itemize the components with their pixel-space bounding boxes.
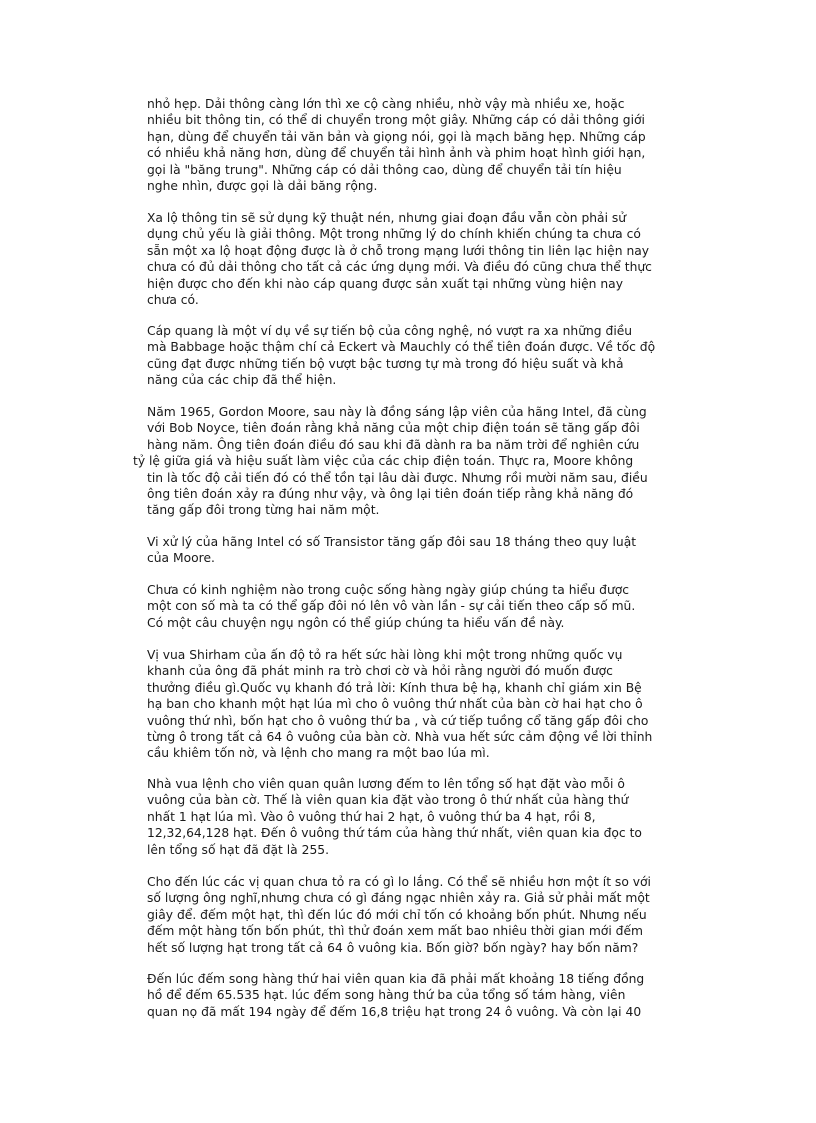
text-line: gọi là "băng trung". Những cáp có dải thông cao, dùng để chuyển tải tín hiệu <box>147 162 622 177</box>
text-line: quan nọ đã mất 194 ngày để đếm 16,8 triệu hạt trong 24 ô vuông. Và còn lại 40 <box>147 1004 642 1019</box>
text-line: thưởng điều gì.Quốc vụ khanh đó trả lời: Kính thưa bệ hạ, khanh chỉ giám xin Bệ <box>147 680 642 695</box>
text-line: chưa có. <box>147 293 199 308</box>
text-line: lên tổng số hạt đã đặt là 255. <box>147 842 329 857</box>
text-line: sẵn một xa lộ hoạt động được là ở chỗ trong mạng lưới thông tin liên lạc hiện nay <box>147 243 650 258</box>
text-line: hồ để đếm 65.535 hạt. lúc đếm song hàng thứ ba của tổng số tám hàng, viên <box>147 988 626 1003</box>
text-line: tỷ lệ giữa giá và hiệu suất làm việc của các chip điện toán. Thực ra, Moore không <box>133 454 634 469</box>
text-line: năng của các chip đã thể hiện. <box>147 373 337 388</box>
text-line: khanh của ông đã phát minh ra trò chơi cờ và hỏi rằng người đó muốn được <box>147 664 613 679</box>
text-line: nhỏ hẹp. Dải thông càng lớn thì xe cộ càng nhiều, nhờ vậy mà nhiều xe, hoặc <box>147 97 625 111</box>
text-line: mà Babbage hoặc thậm chí cả Eckert và Mauchly có thể tiên đoán được. Về tốc độ <box>147 340 656 355</box>
text-line: nhất 1 hạt lúa mì. Vào ô vuông thứ hai 2 hạt, ô vuông thứ ba 4 hạt, rồi 8, <box>147 809 596 824</box>
paragraph-shirham <box>147 647 687 762</box>
paragraph-experience <box>147 582 687 631</box>
text-line: vuông thứ nhì, bốn hạt cho ô vuông thứ ba , và cứ tiếp tuồng cổ tăng gấp đôi cho <box>147 713 649 728</box>
text-line: cũng đạt được những tiến bộ vượt bậc tương tự mà trong đó hiệu suất và khả <box>147 356 624 371</box>
text-line: nghe nhìn, được gọi là dải băng rộng. <box>147 179 378 194</box>
text-line: hết số lượng hạt trong tất cả 64 ô vuông kia. Bốn giờ? bốn ngày? hay bốn năm? <box>147 940 639 955</box>
paragraph-fiber <box>147 323 687 389</box>
text-line: Nhà vua lệnh cho viên quan quân lương đếm to lên tổng số hạt đặt vào mỗi ô <box>147 777 625 791</box>
text-line: tin là tốc độ cải tiến đó có thể tồn tại lâu dài được. Nhưng rồi mười năm sau, điều <box>147 470 648 485</box>
paragraph-counting <box>147 874 687 956</box>
text-line: ông tiên đoán xảy ra đúng như vậy, và ông lại tiên đoán tiếp rằng khả năng đó <box>147 487 634 502</box>
paragraph-second-row <box>147 971 687 1020</box>
text-line: Chưa có kinh nghiệm nào trong cuộc sống hàng ngày giúp chúng ta hiểu được <box>147 583 630 597</box>
paragraph-king-order <box>147 776 687 858</box>
text-line: Xa lộ thông tin sẽ sử dụng kỹ thuật nén, nhưng giai đoạn đầu vẫn còn phải sử <box>147 211 627 225</box>
text-line: nhiều bit thông tin, có thể di chuyển trong một giây. Những cáp có dải thông giới <box>147 113 645 128</box>
paragraph-bandwidth <box>147 96 687 194</box>
text-line: từng ô trong tất cả 64 ô vuông của bàn cờ. Nhà vua hết sức cảm động về lời thỉnh <box>147 730 653 745</box>
text-line: có nhiều khả năng hơn, dùng để chuyển tải hình ảnh và phim hoạt hình giới hạn, <box>147 146 646 161</box>
text-line: vuông của bàn cờ. Thế là viên quan kia đặt vào trong ô thứ nhất của hàng thứ <box>147 793 629 808</box>
text-line: hạ ban cho khanh một hạt lúa mì cho ô vuông thứ nhất của bàn cờ hai hạt cho ô <box>147 697 643 712</box>
text-line: Cho đến lúc các vị quan chưa tỏ ra có gì lo lắng. Có thể sẽ nhiều hơn một ít so với <box>147 875 651 889</box>
text-line: đếm một hàng tốn bốn phút, thì thử đoán xem mất bao nhiêu thời gian mới đếm <box>147 924 644 939</box>
text-line: hàng năm. Ông tiên đoán điều đó sau khi đã dành ra ba năm trời để nghiên cứu <box>147 437 640 452</box>
text-line: hiện được cho đến khi nào cáp quang được sản xuất tại những vùng hiện nay <box>147 276 623 291</box>
paragraph-moore <box>133 404 687 519</box>
text-line: Vi xử lý của hãng Intel có số Transistor tăng gấp đôi sau 18 tháng theo quy luật <box>147 535 637 549</box>
text-line: tăng gấp đôi trong từng hai năm một. <box>147 503 380 518</box>
text-line: giây để. đếm một hạt, thì đến lúc đó mới chỉ tốn có khoảng bốn phút. Nhưng nếu <box>147 907 647 922</box>
text-line: hạn, dùng để chuyển tải văn bản và giọng nói, gọi là mạch băng hẹp. Những cáp <box>147 129 646 144</box>
text-line: một con số mà ta có thể gấp đôi nó lên vô vàn lần - sự cải tiến theo cấp số mũ. <box>147 599 636 614</box>
text-line: Cáp quang là một ví dụ về sự tiến bộ của công nghệ, nó vượt ra xa những điều <box>147 324 633 338</box>
text-line: với Bob Noyce, tiên đoán rằng khả năng của một chip điện toán sẽ tăng gấp đôi <box>147 421 640 436</box>
text-line: Năm 1965, Gordon Moore, sau này là đồng sáng lập viên của hãng Intel, đã cùng <box>147 405 647 419</box>
text-line: cầu khiêm tốn nờ, và lệnh cho mang ra một bao lúa mì. <box>147 746 490 761</box>
text-line: 12,32,64,128 hạt. Đến ô vuông thứ tám của hàng thứ nhất, viên quan kia đọc to <box>147 826 642 841</box>
paragraph-intel <box>147 534 687 567</box>
text-line: của Moore. <box>147 551 215 566</box>
text-line: dụng chủ yếu là giải thông. Một trong những lý do chính khiến chúng ta chưa có <box>147 227 641 242</box>
text-line: số lượng ông nghĩ,nhưng chưa có gì đáng ngạc nhiên xảy ra. Giả sử phải mất một <box>147 891 650 906</box>
text-line: Đến lúc đếm song hàng thứ hai viên quan kia đã phải mất khoảng 18 tiếng đồng <box>147 972 645 986</box>
text-line: chưa có đủ dải thông cho tất cả các ứng dụng mới. Và điều đó cũng chưa thể thực <box>147 260 652 275</box>
text-line: Có một câu chuyện ngụ ngôn có thể giúp chúng ta hiểu vấn đề này. <box>147 615 565 630</box>
text-line: Vị vua Shirham của ấn độ tỏ ra hết sức hài lòng khi một trong những quốc vụ <box>147 648 623 662</box>
paragraph-compression <box>147 210 687 308</box>
